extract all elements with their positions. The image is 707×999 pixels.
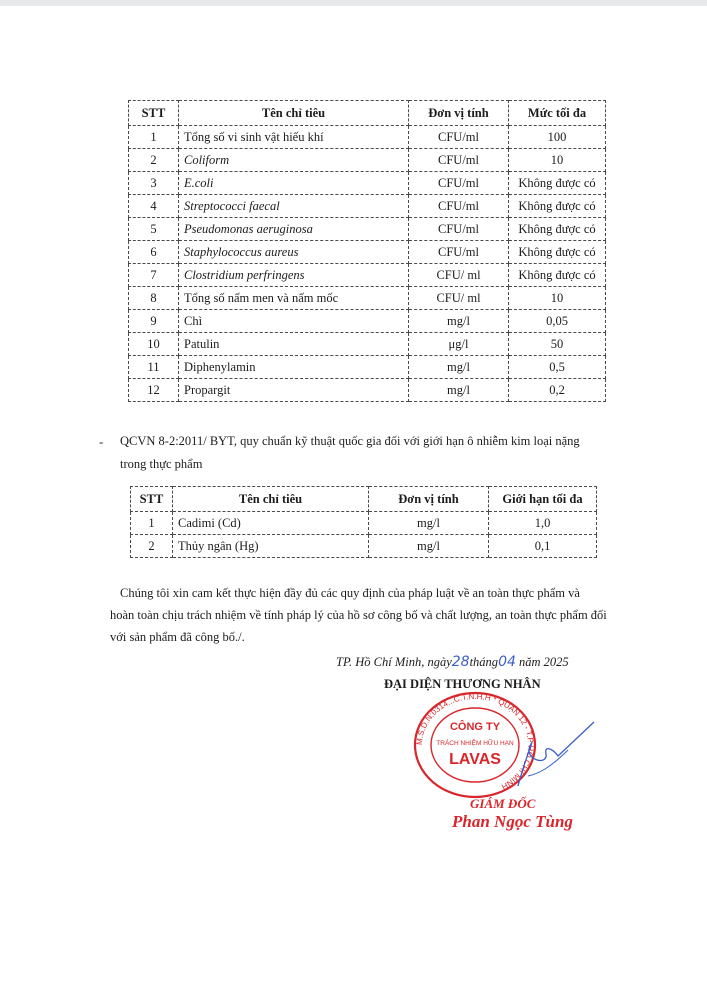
row-unit: mg/l xyxy=(409,356,509,379)
row-unit: μg/l xyxy=(409,333,509,356)
row-unit: mg/l xyxy=(369,535,489,558)
row-max: 1,0 xyxy=(489,512,597,535)
table-row xyxy=(129,149,606,172)
row-indicator: Staphylococcus aureus xyxy=(179,241,409,264)
row-unit: mg/l xyxy=(409,379,509,402)
table-row xyxy=(129,172,606,195)
row-max: 0,5 xyxy=(509,356,606,379)
header-max: Giới hạn tối đa xyxy=(489,487,597,512)
row-max: Không được có xyxy=(509,195,606,218)
row-stt: 11 xyxy=(129,356,179,379)
row-stt: 1 xyxy=(129,126,179,149)
row-indicator: E.coli xyxy=(179,172,409,195)
row-stt: 2 xyxy=(129,149,179,172)
year-label: năm 2025 xyxy=(519,655,569,669)
row-unit: CFU/ml xyxy=(409,218,509,241)
row-unit: CFU/ml xyxy=(409,195,509,218)
header-unit: Đơn vị tính xyxy=(409,101,509,126)
row-stt: 12 xyxy=(129,379,179,402)
row-unit: CFU/ml xyxy=(409,241,509,264)
representative-title: ĐẠI DIỆN THƯƠNG NHÂN xyxy=(384,677,541,691)
commitment-line1: Chúng tôi xin cam kết thực hiện đầy đủ các quy định của pháp luật về an toàn thực phẩm và xyxy=(120,586,580,600)
month-label: tháng xyxy=(469,655,499,669)
row-indicator: Streptococci faecal xyxy=(179,195,409,218)
row-max: 0,1 xyxy=(489,535,597,558)
stamp-line1: CÔNG TY xyxy=(449,721,501,733)
scan-top-band xyxy=(0,0,707,6)
commitment-line2: hoàn toàn chịu trách nhiệm về tính pháp lý của hồ sơ công bố và chất lượng, an toàn thực phẩm đối xyxy=(110,608,607,622)
row-indicator: Thủy ngân (Hg) xyxy=(173,535,369,558)
table-row xyxy=(131,512,597,535)
row-max: 50 xyxy=(509,333,606,356)
row-unit: mg/l xyxy=(369,512,489,535)
row-stt: 1 xyxy=(131,512,173,535)
row-stt: 2 xyxy=(131,535,173,558)
row-unit: CFU/ml xyxy=(409,126,509,149)
row-max: Không được có xyxy=(509,241,606,264)
signing-date xyxy=(336,653,569,671)
row-unit: mg/l xyxy=(409,310,509,333)
list-bullet: - xyxy=(99,434,104,449)
row-indicator: Tổng số vi sinh vật hiếu khí xyxy=(179,126,409,149)
row-max: Không được có xyxy=(509,172,606,195)
table-row xyxy=(129,287,606,310)
row-stt: 8 xyxy=(129,287,179,310)
table-row xyxy=(129,264,606,287)
row-indicator: Cadimi (Cd) xyxy=(173,512,369,535)
row-unit: CFU/ml xyxy=(409,172,509,195)
row-max: Không được có xyxy=(509,218,606,241)
row-indicator: Propargit xyxy=(179,379,409,402)
table-row xyxy=(131,535,597,558)
row-max: 100 xyxy=(509,126,606,149)
table-row xyxy=(129,218,606,241)
row-unit: CFU/ml xyxy=(409,149,509,172)
row-unit: CFU/ ml xyxy=(409,264,509,287)
table-row xyxy=(129,333,606,356)
header-stt: STT xyxy=(129,101,179,126)
row-stt: 10 xyxy=(129,333,179,356)
date-day: 28 xyxy=(451,654,470,670)
qcvn-text-line2: trong thực phẩm xyxy=(120,457,203,471)
table-header-row xyxy=(131,487,597,512)
row-indicator: Diphenylamin xyxy=(179,356,409,379)
date-prefix: TP. Hồ Chí Minh, ngày xyxy=(336,655,452,669)
commitment-line3: với sản phẩm đã công bố./. xyxy=(110,630,245,644)
header-max: Mức tối đa xyxy=(509,101,606,126)
row-indicator: Clostridium perfringens xyxy=(179,264,409,287)
qcvn-text-line1: QCVN 8-2:2011/ BYT, quy chuẩn kỹ thuật quốc gia đối với giới hạn ô nhiễm kim loại nặng xyxy=(120,434,580,448)
stamp-ring-text: M.S.D.N:0314...C.T.N.H.H * QUẬN 12 - T.P HỒ CHÍ MINH xyxy=(414,691,536,792)
row-stt: 3 xyxy=(129,172,179,195)
table-row xyxy=(129,241,606,264)
microbiology-limits-table xyxy=(128,100,606,402)
row-indicator: Coliform xyxy=(179,149,409,172)
row-stt: 7 xyxy=(129,264,179,287)
row-stt: 6 xyxy=(129,241,179,264)
row-indicator: Tổng số nấm men và nấm mốc xyxy=(179,287,409,310)
row-stt: 4 xyxy=(129,195,179,218)
row-unit: CFU/ ml xyxy=(409,287,509,310)
header-stt: STT xyxy=(131,487,173,512)
row-stt: 9 xyxy=(129,310,179,333)
row-max: 0,2 xyxy=(509,379,606,402)
row-indicator: Chì xyxy=(179,310,409,333)
table-row xyxy=(129,195,606,218)
row-indicator: Patulin xyxy=(179,333,409,356)
row-stt: 5 xyxy=(129,218,179,241)
row-max: 10 xyxy=(509,287,606,310)
table-row xyxy=(129,379,606,402)
handwritten-signature xyxy=(488,716,598,796)
heavy-metal-limits-table xyxy=(130,486,597,558)
stamp-line3: LAVAS xyxy=(449,751,501,768)
table-row xyxy=(129,310,606,333)
table-row xyxy=(129,126,606,149)
stamp-line2: TRÁCH NHIỆM HỮU HẠN xyxy=(436,740,514,747)
header-unit: Đơn vị tính xyxy=(369,487,489,512)
row-max: 10 xyxy=(509,149,606,172)
row-max: Không được có xyxy=(509,264,606,287)
date-month: 04 xyxy=(498,654,516,670)
row-max: 0,05 xyxy=(509,310,606,333)
header-indicator: Tên chỉ tiêu xyxy=(179,101,409,126)
table-header-row xyxy=(129,101,606,126)
header-indicator: Tên chỉ tiêu xyxy=(173,487,369,512)
row-indicator: Pseudomonas aeruginosa xyxy=(179,218,409,241)
director-name: Phan Ngọc Tùng xyxy=(452,812,573,831)
table-row xyxy=(129,356,606,379)
director-title: GIÁM ĐỐC xyxy=(470,796,536,811)
